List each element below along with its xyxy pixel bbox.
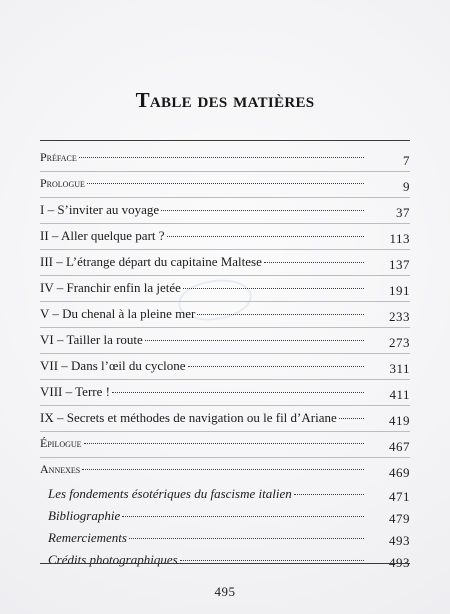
toc-entry-label: Prologue <box>40 176 85 190</box>
dot-leader <box>188 366 365 367</box>
toc-entry-label: I – S’inviter au voyage <box>40 202 160 217</box>
dot-leader <box>87 183 364 184</box>
toc-entry-page: 411 <box>389 387 410 402</box>
dot-leader <box>161 210 364 211</box>
toc-entry-label: Préface <box>40 150 77 164</box>
toc-entry <box>40 172 410 198</box>
dot-leader <box>79 157 364 158</box>
dot-leader <box>339 418 364 419</box>
toc-entry <box>40 224 410 250</box>
toc-subentry <box>40 550 410 572</box>
toc-entry-label: VII – Dans l’œil du cyclone <box>40 358 186 373</box>
toc-entry-label: Bibliographie <box>48 508 121 523</box>
toc-entry-page: 467 <box>389 439 410 454</box>
dot-leader <box>264 262 364 263</box>
toc-entry-label: VI – Tailler la route <box>40 332 143 347</box>
toc-entry-page: 9 <box>403 179 410 194</box>
toc-entry <box>40 302 410 328</box>
dot-leader <box>197 314 364 315</box>
toc-entry-page: 233 <box>389 309 410 324</box>
dot-leader <box>129 538 364 539</box>
toc-entry <box>40 354 410 380</box>
toc-entry-page: 493 <box>389 533 410 548</box>
page-number: 495 <box>214 584 236 599</box>
toc-entry-page: 479 <box>389 511 410 526</box>
dot-leader <box>84 443 364 444</box>
dot-leader <box>82 469 364 470</box>
toc-entry <box>40 328 410 354</box>
toc-entry <box>40 276 410 302</box>
bottom-rule <box>40 563 410 564</box>
toc-subentry <box>40 506 410 528</box>
dot-leader <box>183 288 364 289</box>
toc-entry-label: Annexes <box>40 462 81 476</box>
dot-leader <box>180 560 364 561</box>
dot-leader <box>294 494 364 495</box>
toc-entry <box>40 432 410 458</box>
toc-entry-label: Remerciements <box>48 530 127 545</box>
toc-list <box>40 146 410 572</box>
toc-entry-label: Les fondements ésotériques du fascisme italien <box>48 486 292 501</box>
toc-entry <box>40 380 410 406</box>
toc-entry <box>40 406 410 432</box>
toc-entry-page: 7 <box>403 153 410 168</box>
toc-entry-page: 137 <box>389 257 410 272</box>
toc-subentry <box>40 528 410 550</box>
page-title: Table des matières <box>135 88 315 112</box>
toc-entry-label: V – Du chenal à la pleine mer <box>40 306 196 321</box>
toc-subentry <box>40 484 410 506</box>
toc-entry <box>40 458 410 484</box>
dot-leader <box>167 236 364 237</box>
toc-entry-label: VIII – Terre ! <box>40 384 110 399</box>
toc-entry-page: 419 <box>389 413 410 428</box>
toc-entry-page: 471 <box>389 489 410 504</box>
toc-entry-label: IV – Franchir enfin la jetée <box>40 280 181 295</box>
toc-entry <box>40 250 410 276</box>
toc-entry <box>40 146 410 172</box>
toc-entry-page: 469 <box>389 465 410 480</box>
toc-entry-page: 191 <box>389 283 410 298</box>
toc-entry-label: III – L’étrange départ du capitaine Maltese <box>40 254 262 269</box>
toc-entry-page: 493 <box>389 555 410 570</box>
toc-entry <box>40 198 410 224</box>
toc-entry-label: II – Aller quelque part ? <box>40 228 165 243</box>
dot-leader <box>145 340 364 341</box>
dot-leader <box>112 392 364 393</box>
toc-entry-label: Épilogue <box>40 436 82 450</box>
toc-entry-page: 37 <box>396 205 410 220</box>
toc-entry-page: 273 <box>389 335 410 350</box>
toc-entry-label: IX – Secrets et méthodes de navigation ou le fil d’Ariane <box>40 410 337 425</box>
top-rule <box>40 140 410 141</box>
dot-leader <box>122 516 364 517</box>
toc-entry-label: Crédits photographiques <box>48 552 178 567</box>
toc-entry-page: 113 <box>389 231 410 246</box>
toc-entry-page: 311 <box>389 361 410 376</box>
